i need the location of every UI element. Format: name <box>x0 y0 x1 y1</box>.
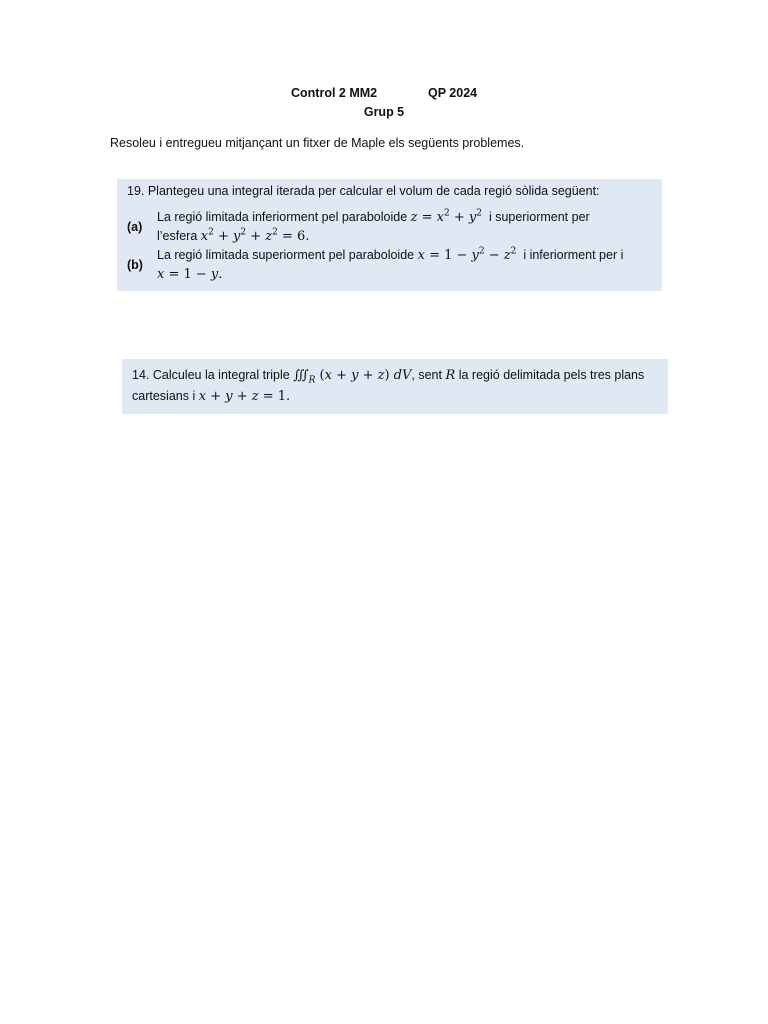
paraboloid-equation-a: $z = x^2 + y^2$ <box>410 208 482 225</box>
problem-14-text-middle: , sent <box>411 368 442 382</box>
triple-integral-expression: $∭_R$ (x + y + z) dV <box>293 368 412 386</box>
part-b-line1 <box>157 248 623 263</box>
part-b-text-after: i inferiorment per i <box>523 248 624 262</box>
document-title: Control 2 MM2 <box>291 86 378 100</box>
part-b-line2 <box>157 267 222 282</box>
problem-14-box <box>122 359 668 414</box>
problem-14-line2 <box>132 389 290 404</box>
document-group: Grup 5 <box>363 105 405 119</box>
part-a-line2-before: l’esfera <box>157 229 198 243</box>
problem-14-text-after: la regió delimitada pels tres plans <box>458 368 645 382</box>
problem-19-heading: 19. Plantegeu una integral iterada per calcular el volum de cada regió sòlida següent: <box>127 184 600 198</box>
problem-19-box <box>117 179 662 291</box>
part-b-label: (b) <box>127 258 143 272</box>
paraboloid-equation-b: $x = 1 - y^2 - z^2$ <box>417 246 517 263</box>
plane-equation-b: x = 1 − y. <box>157 267 223 282</box>
problem-14-line1 <box>132 368 645 386</box>
part-a-line1 <box>157 210 590 225</box>
problem-14-text-before: 14. Calculeu la integral triple <box>132 368 290 382</box>
part-a-text-before: La regió limitada inferiorment pel paraboloide <box>157 210 408 224</box>
part-a-line2 <box>157 229 309 244</box>
document-header <box>0 86 768 104</box>
plane-equation-14: x + y + z = 1. <box>198 389 291 404</box>
problem-14-line2-before: cartesians i <box>132 389 196 403</box>
part-a-label: (a) <box>127 220 143 234</box>
region-symbol: R <box>445 368 456 383</box>
instructions-text: Resoleu i entregueu mitjançant un fitxer de Maple els següents problemes. <box>110 136 525 150</box>
document-term: QP 2024 <box>428 86 478 100</box>
part-b-text-before: La regió limitada superiorment pel paraboloide <box>157 248 415 262</box>
part-a-text-after: i superiorment per <box>488 210 590 224</box>
sphere-equation: $x^2 + y^2 + z^2 = 6$. <box>200 227 310 244</box>
